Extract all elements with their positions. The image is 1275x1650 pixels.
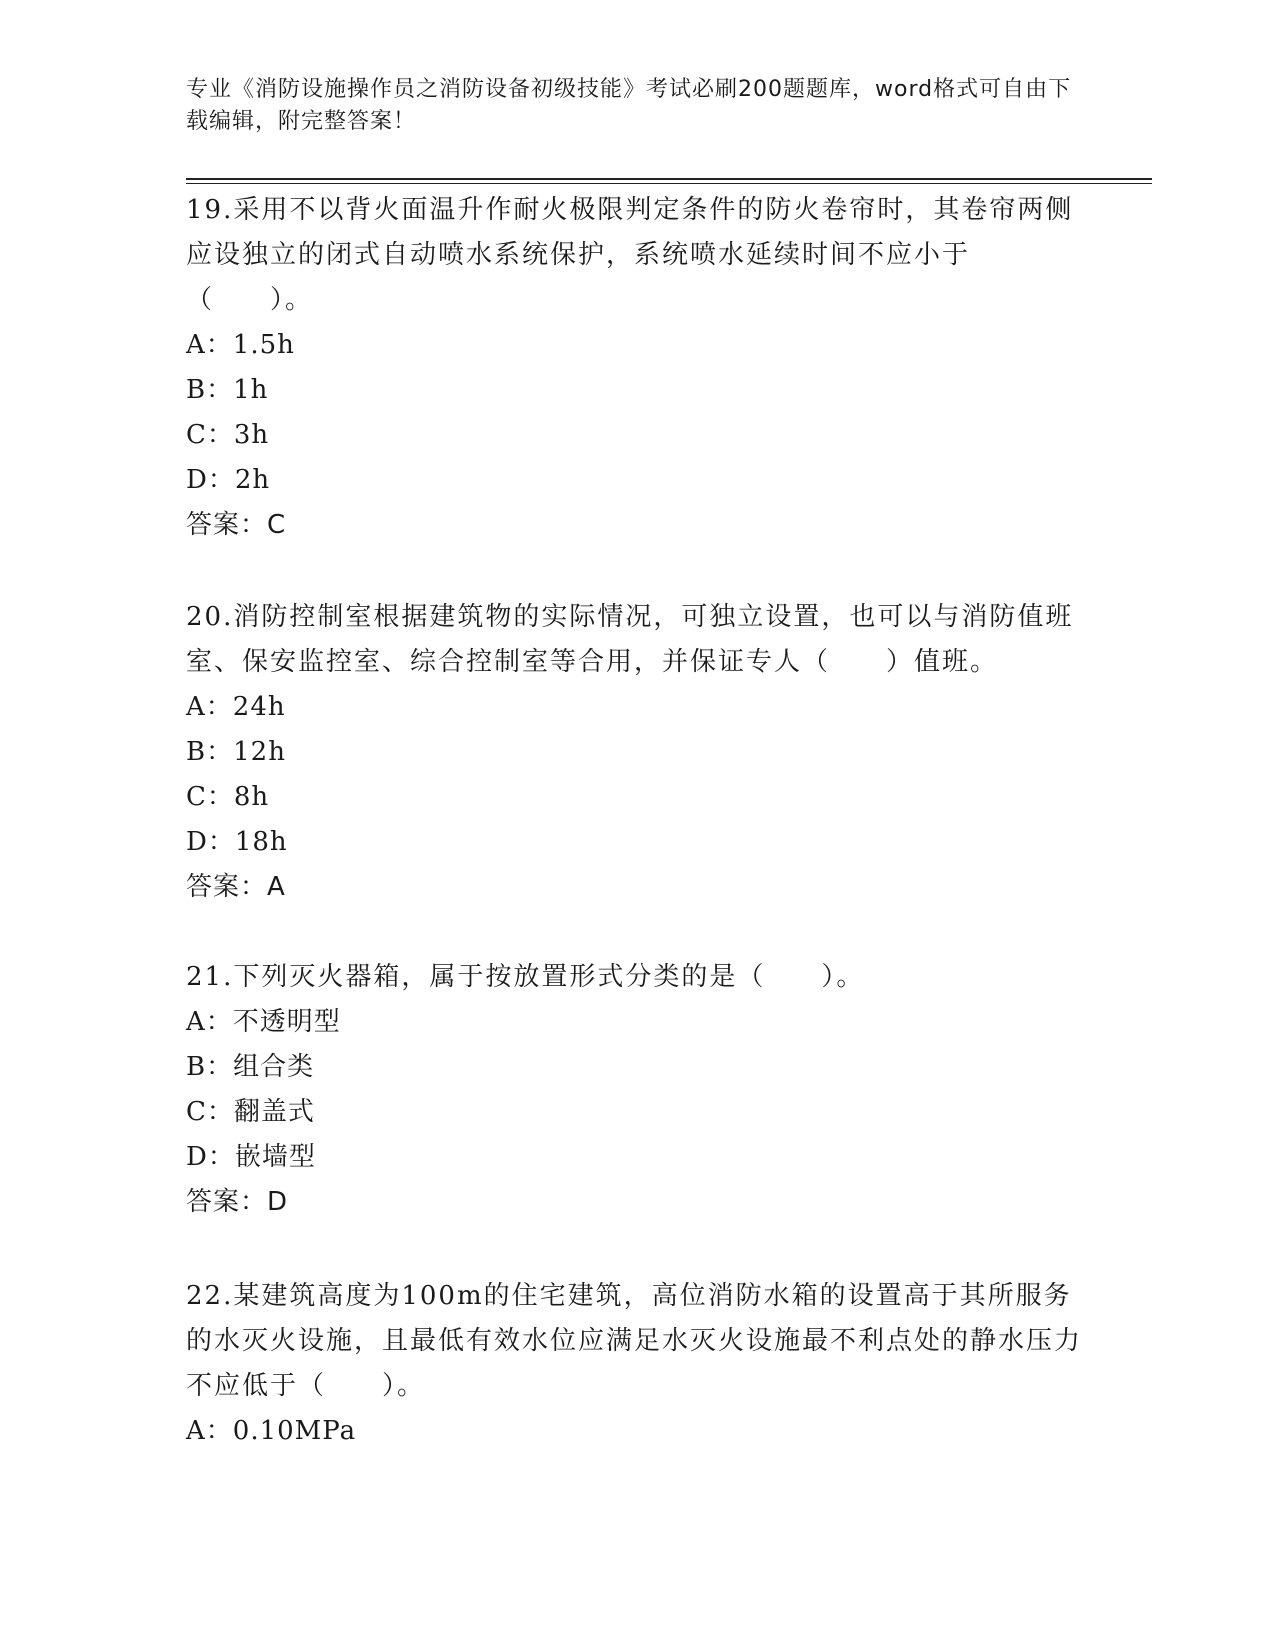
option-a: A：1.5h <box>186 330 295 360</box>
option-d: D：嵌墙型 <box>186 1142 316 1172</box>
option-c: C：3h <box>186 420 270 450</box>
question-21 <box>186 955 1086 1225</box>
question-22 <box>186 1274 1086 1454</box>
document-header <box>186 74 1086 138</box>
option-a: A：24h <box>186 692 286 722</box>
question-stem: 20.消防控制室根据建筑物的实际情况，可独立设置，也可以与消防值班室、保安监控室、综合控制室等合用，并保证专人（ ）值班。 <box>186 602 1074 677</box>
option-c: C：翻盖式 <box>186 1097 315 1127</box>
option-b: B：组合类 <box>186 1052 315 1082</box>
option-b: B：12h <box>186 737 286 767</box>
question-stem: 19.采用不以背火面温升作耐火极限判定条件的防火卷帘时，其卷帘两侧应设独立的闭式自动喷水系统保护，系统喷水延续时间不应小于（ ）。 <box>186 195 1074 315</box>
option-d: D：2h <box>186 465 271 495</box>
option-b: B：1h <box>186 375 269 405</box>
option-a: A：0.10MPa <box>186 1416 357 1446</box>
header-title: 专业《消防设施操作员之消防设备初级技能》考试必刷200题题库，word格式可自由下载编辑，附完整答案！ <box>186 77 1072 134</box>
answer-label: 答案：C <box>186 510 287 540</box>
answer-label: 答案：D <box>186 1187 289 1217</box>
document-page <box>186 0 1156 1650</box>
question-20 <box>186 595 1086 910</box>
question-stem: 21.下列灭火器箱，属于按放置形式分类的是（ ）。 <box>186 962 865 992</box>
question-stem: 22.某建筑高度为100m的住宅建筑，高位消防水箱的设置高于其所服务的水灭火设施，且最低有效水位应满足水灭火设施最不利点处的静水压力不应低于（ ）。 <box>186 1281 1083 1401</box>
question-19 <box>186 188 1086 548</box>
option-c: C：8h <box>186 782 270 812</box>
answer-label: 答案：A <box>186 872 286 902</box>
option-a: A：不透明型 <box>186 1007 341 1037</box>
header-divider <box>186 178 1152 184</box>
option-d: D：18h <box>186 827 288 857</box>
